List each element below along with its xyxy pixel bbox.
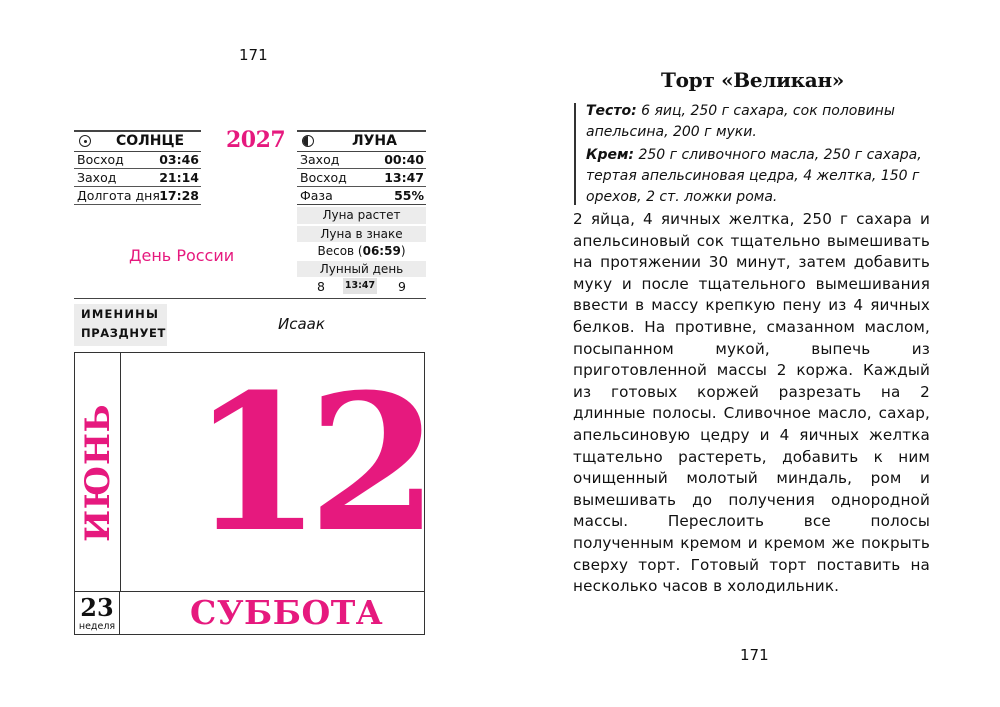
moon-title: ЛУНА	[352, 133, 397, 149]
sun-row-sunrise	[74, 151, 201, 169]
date-box	[74, 352, 425, 635]
dough-ingredients	[586, 101, 932, 143]
weekday-divider	[120, 591, 424, 592]
divider	[74, 298, 426, 299]
moon-sign-time: 06:59	[362, 244, 401, 258]
sun-row-value: 17:28	[159, 188, 199, 203]
moon-row-rise	[297, 169, 426, 187]
dough-label: Тесто:	[586, 103, 637, 119]
moon-sign-close: )	[400, 244, 406, 258]
cream-text: 250 г сливочного масла, 250 г сахара, тертая апельсиновая цедра, 4 желтка, 150 г орехов, 2 ст. ложки рома.	[586, 147, 922, 205]
cream-label: Крем:	[586, 147, 635, 163]
lunar-day-time: 13:47	[343, 278, 377, 294]
recipe-body: 2 яйца, 4 яичных желтка, 250 г сахара и апельсиновый сок тщательно вымешивать на протяжении 30 минут, затем добавить муку и после тщательного вымешивания ввести в массу крепкую пену из 4 яичных белков. На противне, смазанном маслом, посыпанном мукой, выпечь из приготовленной массы 2 коржа. Каждый из готовых коржей разрезать на 2 длинные полосы. Сливочное масло, сахар, апельсиновую цедру и 4 яичных желтка тщательно растереть, добавить к ним очищенный молотый миндаль, ром и вымешивать до получения однородной массы. Переслоить все полосы полученным кремом и кремом же покрыть сверху торт. Готовый торт поставить на несколько часов в холодильник.	[573, 210, 930, 596]
month-column	[75, 353, 121, 591]
week-label: неделя	[78, 621, 116, 632]
moon-row-value: 55%	[394, 188, 424, 203]
moon-row-label: Заход	[300, 152, 340, 167]
cream-ingredients	[586, 145, 934, 208]
holiday: День России	[129, 246, 235, 265]
moon-sign	[297, 243, 426, 260]
moon-row-value: 13:47	[384, 170, 424, 185]
moon-sign-name: Весов (	[317, 244, 363, 258]
moon-half-icon	[302, 135, 314, 147]
ingredients-bar	[574, 103, 576, 205]
sun-title: СОЛНЦЕ	[116, 133, 185, 149]
page-number-right: 171	[740, 646, 769, 664]
lunar-day-label: Лунный день	[297, 261, 426, 277]
moon-row-value: 00:40	[384, 152, 424, 167]
name-day-name: Исаак	[278, 315, 325, 333]
name-day-label-1: ИМЕНИНЫ	[81, 307, 160, 321]
moon-table	[297, 130, 426, 298]
sun-icon	[79, 135, 91, 147]
moon-waxing: Луна растет	[297, 207, 426, 224]
moon-row-label: Фаза	[300, 188, 333, 203]
weekday: СУББОТА	[190, 593, 384, 632]
name-day-label-box	[74, 304, 167, 346]
moon-in-sign-label: Луна в знаке	[297, 226, 426, 242]
moon-row-set	[297, 151, 426, 169]
sun-row-label: Восход	[77, 152, 124, 167]
week-box	[75, 591, 120, 635]
sun-row-value: 21:14	[159, 170, 199, 185]
sun-row-label: Заход	[77, 170, 117, 185]
sun-row-sunset	[74, 169, 201, 187]
recipe-title: Торт «Великан»	[661, 68, 844, 92]
moon-header	[297, 130, 426, 152]
sun-table	[74, 130, 201, 206]
sun-row-label: Долгота дня	[77, 188, 160, 203]
dough-text: 6 яиц, 250 г сахара, сок половины апельсина, 200 г муки.	[586, 103, 895, 140]
name-day-label-2: ПРАЗДНУЕТ	[81, 326, 166, 340]
page-number-left: 171	[239, 46, 268, 64]
year: 2027	[226, 127, 286, 153]
lunar-day-prev: 8	[317, 279, 325, 294]
lunar-day-next: 9	[398, 279, 406, 294]
sun-row-value: 03:46	[159, 152, 199, 167]
month: ИЮНЬ	[78, 403, 118, 543]
week-number: 23	[80, 593, 114, 622]
day-number: 12	[191, 353, 425, 574]
moon-row-label: Восход	[300, 170, 347, 185]
sun-row-daylength	[74, 187, 201, 205]
sun-header	[74, 130, 201, 152]
moon-row-phase	[297, 187, 426, 205]
